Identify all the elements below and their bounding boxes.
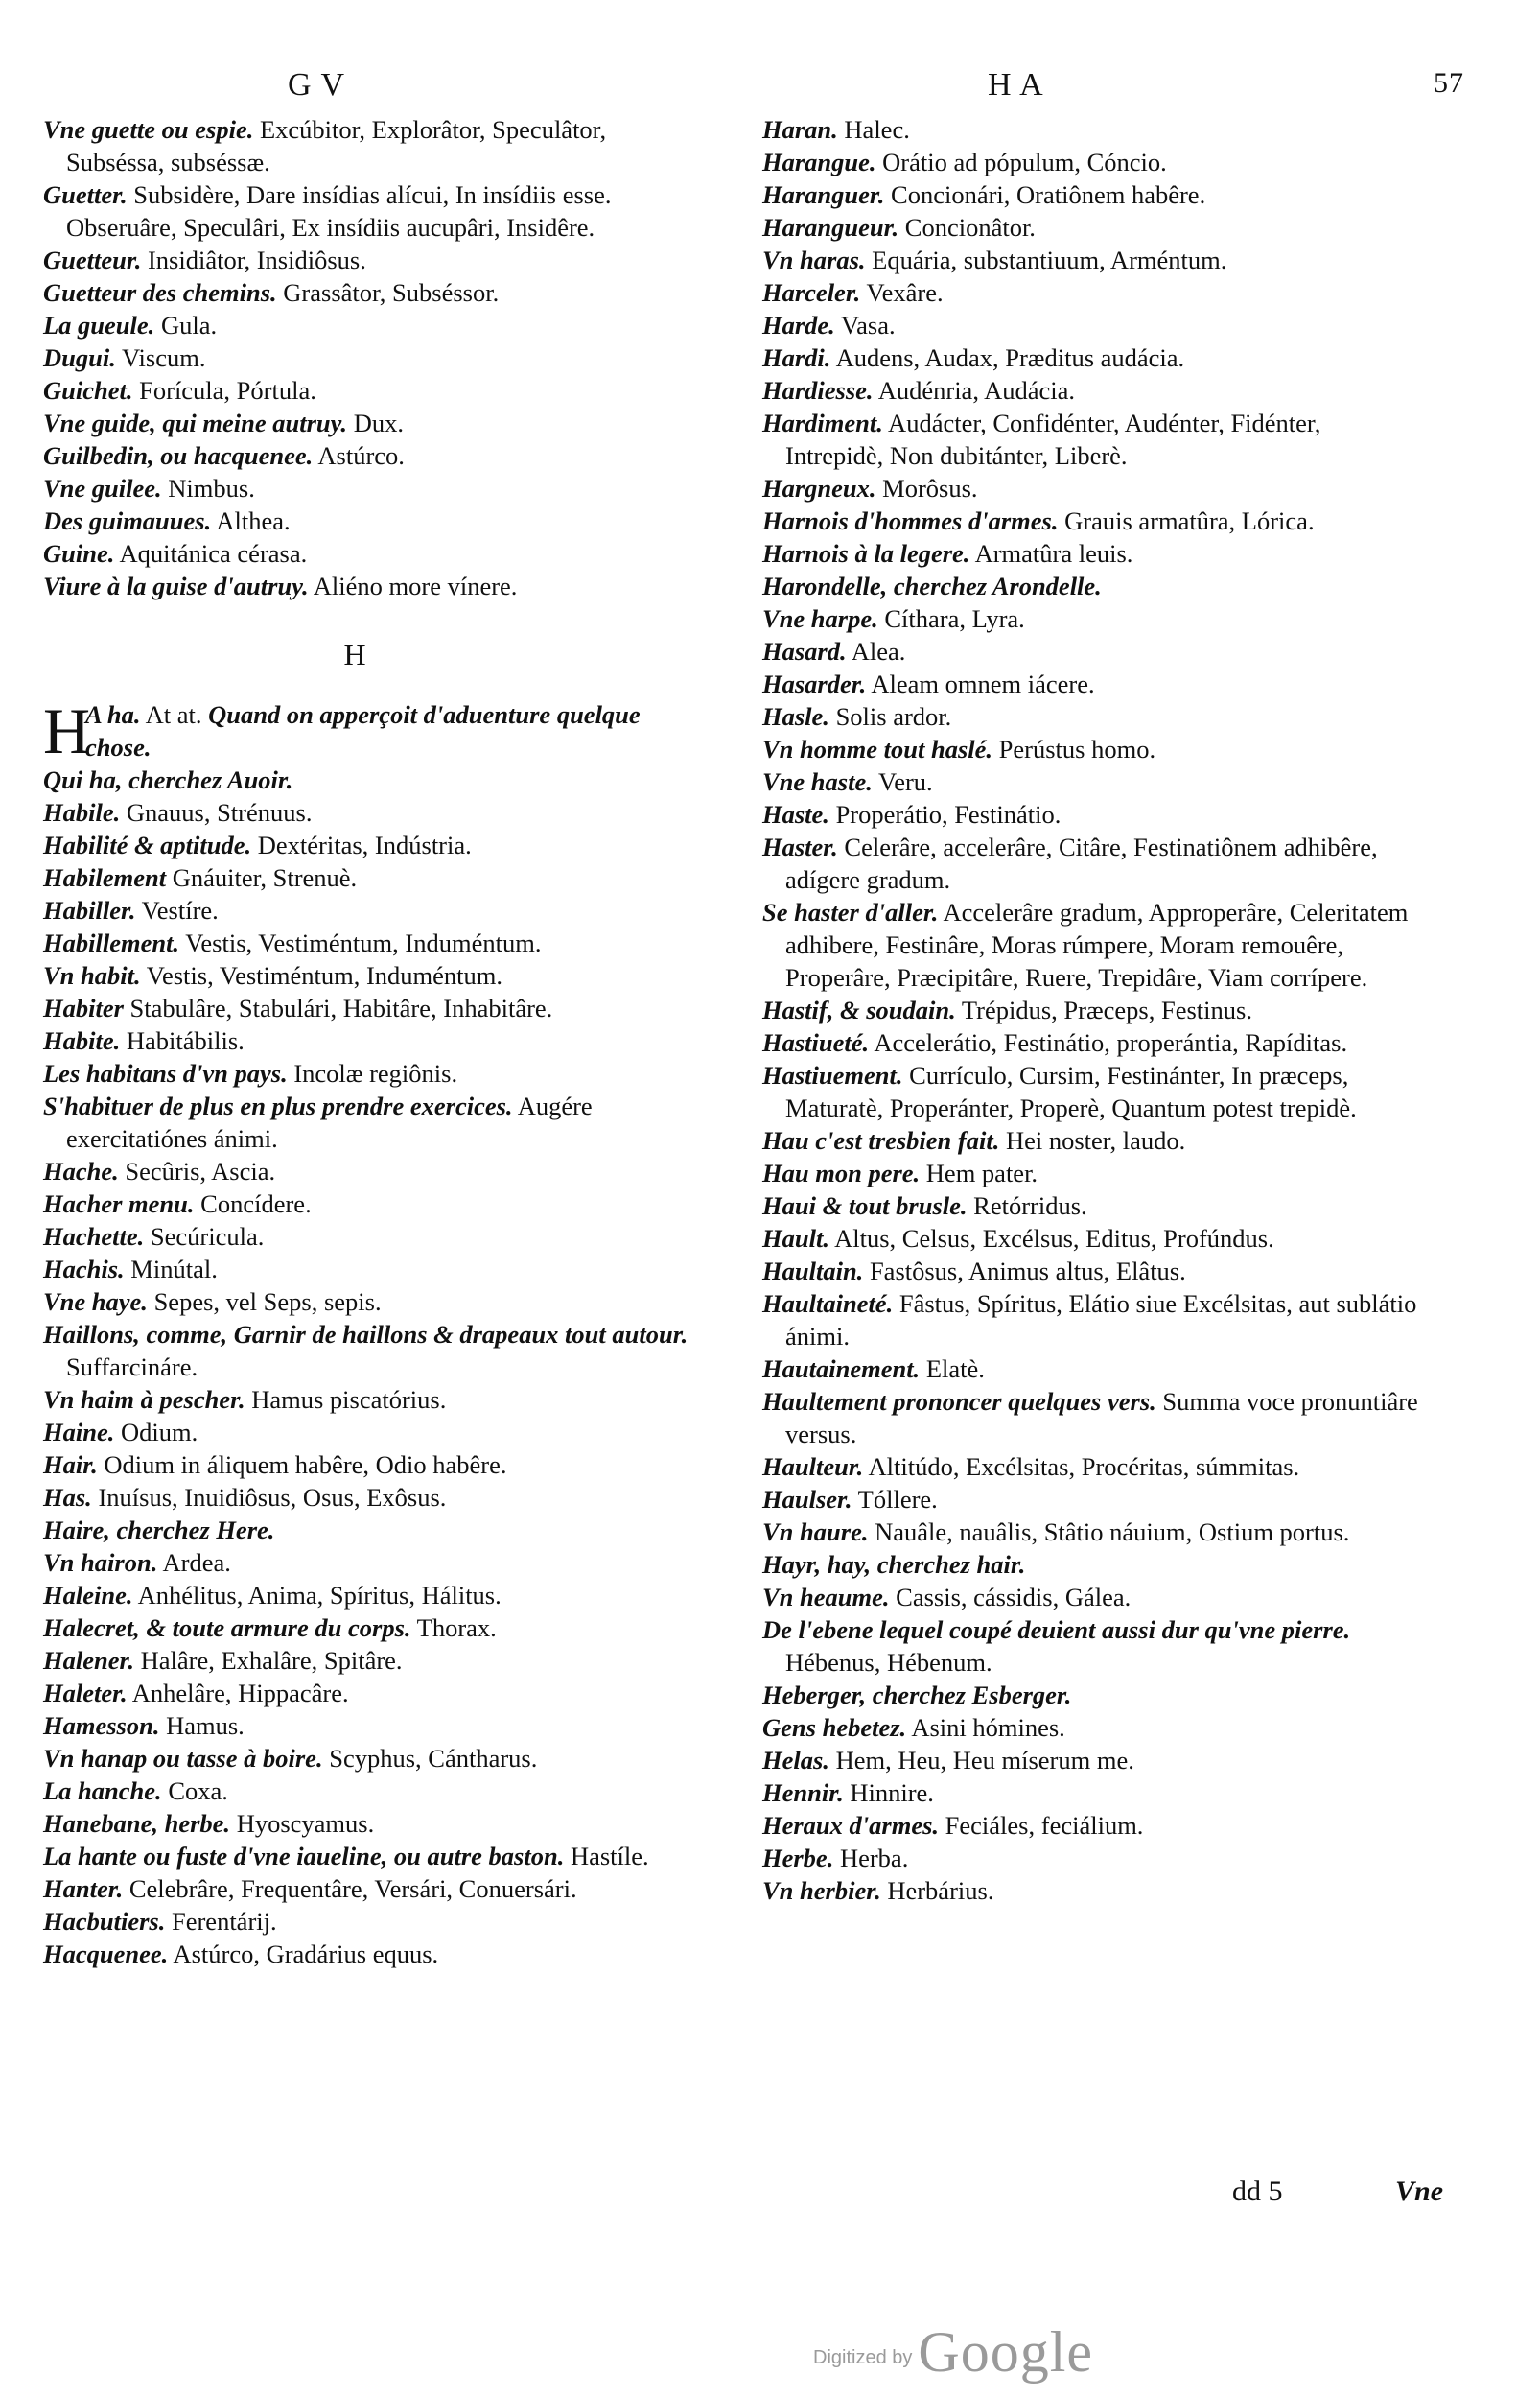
dictionary-entry bbox=[43, 505, 705, 537]
entry-definition: Solis ardor. bbox=[828, 702, 952, 731]
dictionary-entry bbox=[762, 472, 1424, 505]
entry-headword: Vne guette ou espie. bbox=[43, 115, 254, 144]
right-entries bbox=[762, 113, 1424, 1907]
dictionary-entry bbox=[43, 829, 705, 861]
left-running-head: G V bbox=[288, 67, 345, 103]
entry-definition: Cassis, cássidis, Gálea. bbox=[889, 1583, 1132, 1611]
entry-headword: Hachis. bbox=[43, 1255, 125, 1283]
dictionary-entry bbox=[762, 244, 1424, 276]
dictionary-entry bbox=[762, 798, 1424, 831]
watermark-small-text: Digitized by bbox=[813, 2347, 913, 2368]
entry-headword: Haulteur. bbox=[762, 1452, 864, 1481]
dictionary-entry bbox=[762, 765, 1424, 798]
entry-headword: Hasarder. bbox=[762, 670, 867, 698]
dictionary-entry bbox=[762, 994, 1424, 1026]
entry-headword: Helas. bbox=[762, 1746, 829, 1775]
dictionary-entry bbox=[762, 1450, 1424, 1483]
entry-definition: Anhélitus, Anima, Spíritus, Hálitus. bbox=[132, 1581, 502, 1610]
entry-definition: Elatè. bbox=[920, 1354, 985, 1383]
entry-definition: Sepes, vel Seps, sepis. bbox=[147, 1287, 382, 1316]
entry-definition: Dux. bbox=[347, 409, 404, 437]
dictionary-entry bbox=[43, 1905, 705, 1938]
dictionary-entry bbox=[43, 276, 705, 309]
entry-definition: Hyoscyamus. bbox=[230, 1809, 375, 1838]
dictionary-entry bbox=[43, 1644, 705, 1677]
entry-headword: Hardiesse. bbox=[762, 376, 874, 405]
entry-headword: Halener. bbox=[43, 1646, 134, 1675]
entry-headword: Guine. bbox=[43, 539, 115, 568]
dictionary-entry bbox=[43, 1024, 705, 1057]
entry-definition: Retórridus. bbox=[967, 1191, 1087, 1220]
dictionary-entry bbox=[762, 211, 1424, 244]
entry-definition: Altitúdo, Excélsitas, Procéritas, súmmitas. bbox=[863, 1452, 1300, 1481]
dictionary-entry bbox=[762, 113, 1424, 146]
dictionary-entry bbox=[43, 1448, 705, 1481]
entry-definition: Dextéritas, Indústria. bbox=[251, 831, 472, 859]
entry-definition: Althea. bbox=[211, 506, 291, 535]
entry-headword: Vn habit. bbox=[43, 961, 141, 990]
entry-headword: Hau c'est tresbien fait. bbox=[762, 1126, 1000, 1155]
dictionary-entry bbox=[762, 635, 1424, 668]
dictionary-entry bbox=[762, 1613, 1424, 1679]
entry-headword: Haine. bbox=[43, 1418, 115, 1446]
dictionary-entry bbox=[43, 1709, 705, 1742]
entry-definition: Thorax. bbox=[410, 1613, 497, 1642]
entry-headword: Haultaineté. bbox=[762, 1289, 894, 1318]
dictionary-entry bbox=[43, 1318, 705, 1383]
entry-definition: Viscum. bbox=[115, 343, 206, 372]
dictionary-entry bbox=[762, 1385, 1424, 1450]
entry-definition: Herbárius. bbox=[880, 1876, 994, 1905]
dictionary-entry bbox=[43, 472, 705, 505]
dictionary-entry bbox=[43, 1187, 705, 1220]
dictionary-entry bbox=[762, 1255, 1424, 1287]
dictionary-entry bbox=[43, 178, 705, 244]
dictionary-entry bbox=[43, 1742, 705, 1775]
section-letter-h: H bbox=[343, 637, 366, 671]
entry-headword: Haranguer. bbox=[762, 180, 885, 209]
dictionary-entry bbox=[43, 1481, 705, 1514]
entry-definition: Cíthara, Lyra. bbox=[877, 604, 1025, 633]
entry-definition: Vasa. bbox=[834, 311, 896, 340]
entry-headword: Guichet. bbox=[43, 376, 133, 405]
entry-headword: Hardiment. bbox=[762, 409, 883, 437]
dictionary-entry bbox=[43, 1057, 705, 1090]
entry-headword: Vn haras. bbox=[762, 246, 866, 274]
entry-definition: Astúrco. bbox=[313, 441, 405, 470]
entry-definition: Herba. bbox=[833, 1844, 909, 1872]
dictionary-entry bbox=[762, 896, 1424, 994]
dictionary-entry bbox=[43, 959, 705, 992]
entry-definition: Aquitánica cérasa. bbox=[114, 539, 308, 568]
entry-definition: Concionâtor. bbox=[898, 213, 1036, 242]
dictionary-entry bbox=[762, 668, 1424, 700]
entry-headword: Guilbedin, ou hacquenee. bbox=[43, 441, 314, 470]
dictionary-entry bbox=[762, 1516, 1424, 1548]
dictionary-entry bbox=[43, 796, 705, 829]
entry-definition: Halâre, Exhalâre, Spitâre. bbox=[133, 1646, 403, 1675]
entry-definition: Properátio, Festinátio. bbox=[828, 800, 1062, 829]
entry-headword: Quand on apperçoit d'aduenture quelque chose. bbox=[85, 700, 641, 762]
entry-headword: Qui ha, cherchez Auoir. bbox=[43, 765, 293, 794]
entry-definition: Grassâtor, Subséssor. bbox=[276, 278, 500, 307]
dictionary-entry bbox=[762, 374, 1424, 407]
entry-headword: Hacquenee. bbox=[43, 1940, 169, 1968]
entry-headword: Vn homme tout haslé. bbox=[762, 735, 993, 764]
entry-definition: Habitábilis. bbox=[120, 1026, 245, 1055]
dictionary-entry bbox=[762, 1352, 1424, 1385]
entry-headword: Hastiueté. bbox=[762, 1028, 870, 1057]
entry-definition: Secúricula. bbox=[144, 1222, 265, 1251]
dictionary-entry bbox=[762, 1711, 1424, 1744]
entry-definition: Accelerátio, Festinátio, properántia, Rapíditas. bbox=[869, 1028, 1348, 1057]
left-g-entries bbox=[43, 113, 705, 602]
entry-definition: Equária, substantiuum, Arméntum. bbox=[865, 246, 1227, 274]
entry-headword: Vne guide, qui meine autruy. bbox=[43, 409, 348, 437]
entry-definition: Incolæ regiônis. bbox=[287, 1059, 458, 1088]
entry-definition: Hamus. bbox=[159, 1711, 245, 1740]
entry-headword: Harondelle, cherchez Arondelle. bbox=[762, 572, 1102, 600]
entry-headword: Haste. bbox=[762, 800, 829, 829]
entry-definition: Aliéno more vínere. bbox=[308, 572, 518, 600]
entry-headword: Harnois d'hommes d'armes. bbox=[762, 506, 1059, 535]
entry-headword: Has. bbox=[43, 1483, 92, 1512]
dictionary-entry bbox=[762, 505, 1424, 537]
dictionary-entry bbox=[43, 1416, 705, 1448]
dictionary-entry bbox=[762, 1809, 1424, 1842]
entry-headword: Haleine. bbox=[43, 1581, 133, 1610]
entry-headword: Haulser. bbox=[762, 1485, 852, 1514]
dictionary-entry bbox=[762, 309, 1424, 341]
entry-definition: Nimbus. bbox=[161, 474, 255, 503]
entry-definition: Anhelâre, Hippacâre. bbox=[127, 1679, 349, 1707]
entry-definition: Odium in áliquem habêre, Odio habêre. bbox=[97, 1450, 507, 1479]
entry-headword: Hacher menu. bbox=[43, 1189, 195, 1218]
entry-headword: Vne harpe. bbox=[762, 604, 878, 633]
entry-headword: Vne haste. bbox=[762, 767, 873, 796]
dictionary-entry bbox=[43, 1807, 705, 1840]
dictionary-entry bbox=[43, 992, 705, 1024]
entry-definition: Vestíre. bbox=[135, 896, 219, 925]
entry-definition: Astúrco, Gradárius equus. bbox=[168, 1940, 439, 1968]
entry-definition: Vexâre. bbox=[860, 278, 944, 307]
entry-headword: Vn herbier. bbox=[762, 1876, 881, 1905]
dictionary-entry bbox=[43, 1285, 705, 1318]
entry-definition: Trépidus, Præceps, Festinus. bbox=[955, 996, 1252, 1024]
entry-headword: Haillons, comme, Garnir de haillons & drapeaux tout autour. bbox=[43, 1320, 688, 1349]
entry-definition: Morôsus. bbox=[875, 474, 978, 503]
entry-headword: Se haster d'aller. bbox=[762, 898, 939, 927]
entry-headword: Haultement prononcer quelques vers. bbox=[762, 1387, 1156, 1416]
entry-definition: Excúbitor, Explorâtor, Speculâtor, Subséssa, subséssæ. bbox=[66, 115, 607, 176]
entry-headword: Hargneux. bbox=[762, 474, 876, 503]
dictionary-entry bbox=[43, 1938, 705, 1970]
entry-definition: Currículo, Cursim, Festinánter, In præceps, Maturatè, Properánter, Properè, Quantum potest trepidè. bbox=[785, 1061, 1357, 1122]
entry-headword: Harnois à la legere. bbox=[762, 539, 970, 568]
entry-headword: Les habitans d'vn pays. bbox=[43, 1059, 288, 1088]
digitized-watermark bbox=[813, 2319, 1093, 2386]
entry-headword: Haleter. bbox=[43, 1679, 128, 1707]
entry-headword: Hair. bbox=[43, 1450, 98, 1479]
entry-headword: Hasard. bbox=[762, 637, 847, 666]
entry-headword: Haui & tout brusle. bbox=[762, 1191, 968, 1220]
dictionary-entry bbox=[43, 1220, 705, 1253]
dictionary-entry bbox=[43, 1546, 705, 1579]
entry-headword: Hache. bbox=[43, 1157, 119, 1186]
entry-definition: Secûris, Ascia. bbox=[118, 1157, 276, 1186]
entry-definition: Ardea. bbox=[157, 1548, 231, 1577]
dictionary-entry bbox=[762, 733, 1424, 765]
entry-headword: Habite. bbox=[43, 1026, 121, 1055]
entry-definition: Fastôsus, Animus altus, Elâtus. bbox=[863, 1257, 1186, 1285]
entry-definition: Veru. bbox=[872, 767, 933, 796]
entry-definition: Gnáuiter, Strenuè. bbox=[166, 863, 358, 892]
entry-definition: Hem pater. bbox=[920, 1159, 1038, 1187]
entry-definition: Hébenus, Hébenum. bbox=[785, 1648, 992, 1677]
entry-definition: Scyphus, Cántharus. bbox=[322, 1744, 538, 1773]
entry-definition: Altus, Celsus, Excélsus, Editus, Profúndus. bbox=[828, 1224, 1274, 1253]
entry-headword: Haire, cherchez Here. bbox=[43, 1516, 275, 1544]
entry-headword: Vn heaume. bbox=[762, 1583, 890, 1611]
dictionary-entry bbox=[762, 537, 1424, 570]
dictionary-entry bbox=[762, 1679, 1424, 1711]
entry-headword: Haultain. bbox=[762, 1257, 864, 1285]
entry-definition: Inuísus, Inuidiôsus, Osus, Exôsus. bbox=[91, 1483, 447, 1512]
dropcap-letter: H bbox=[43, 694, 91, 767]
dictionary-entry bbox=[762, 1744, 1424, 1776]
dictionary-entry bbox=[762, 1026, 1424, 1059]
catchword: Vne bbox=[1395, 2175, 1444, 2207]
entry-definition: Odium. bbox=[114, 1418, 198, 1446]
dictionary-entry bbox=[762, 1483, 1424, 1516]
dictionary-entry bbox=[43, 861, 705, 894]
entry-headword: Hayr, hay, cherchez hair. bbox=[762, 1550, 1026, 1579]
entry-headword: Guetteur des chemins. bbox=[43, 278, 277, 307]
entry-definition: Vestis, Vestiméntum, Induméntum. bbox=[179, 929, 542, 957]
entry-headword: Hautainement. bbox=[762, 1354, 921, 1383]
entry-headword: Halecret, & toute armure du corps. bbox=[43, 1613, 411, 1642]
entry-definition: Celerâre, accelerâre, Citâre, Festinatiônem adhibêre, adígere gradum. bbox=[785, 833, 1378, 894]
dictionary-entry bbox=[762, 570, 1424, 602]
entry-headword: Vn haim à pescher. bbox=[43, 1385, 245, 1414]
dictionary-entry bbox=[43, 1514, 705, 1546]
entry-headword: Viure à la guise d'autruy. bbox=[43, 572, 309, 600]
entry-headword: Haran. bbox=[762, 115, 838, 144]
entry-headword: Hanebane, herbe. bbox=[43, 1809, 231, 1838]
entry-definition: Forícula, Pórtula. bbox=[132, 376, 316, 405]
entry-definition: Alea. bbox=[846, 637, 906, 666]
entry-definition: Celebrâre, Frequentâre, Versári, Conuersári. bbox=[123, 1874, 577, 1903]
entry-definition: Perústus homo. bbox=[992, 735, 1156, 764]
dictionary-entry bbox=[762, 700, 1424, 733]
entry-definition: Concídere. bbox=[194, 1189, 312, 1218]
entry-definition: Summa voce pronuntiâre versus. bbox=[785, 1387, 1418, 1448]
entry-headword: Vn haure. bbox=[762, 1517, 869, 1546]
page-number: 57 bbox=[1434, 67, 1464, 99]
dictionary-entry bbox=[43, 1155, 705, 1187]
entry-headword: La gueule. bbox=[43, 311, 155, 340]
entry-definition: Gula. bbox=[154, 311, 218, 340]
dropcap-entry bbox=[43, 694, 705, 767]
entry-headword: Haster. bbox=[762, 833, 838, 861]
entry-definition: Accelerâre gradum, Approperâre, Celeritatem adhibere, Festinâre, Moras rúmpere, Moram remouêre, Properâre, Præcipitâre, Ruere, Trepidâre, Viam corrípere. bbox=[785, 898, 1409, 992]
entry-headword: Herbe. bbox=[762, 1844, 834, 1872]
left-h-entries bbox=[43, 764, 705, 1970]
dictionary-entry bbox=[43, 537, 705, 570]
entry-headword: Habilement bbox=[43, 863, 167, 892]
entry-definition: Minútal. bbox=[124, 1255, 218, 1283]
entry-headword: La hanche. bbox=[43, 1776, 162, 1805]
entry-definition: Subsidère, Dare insídias alícui, In insídiis esse. Obseruâre, Speculâri, Ex insídiis aucupâri, Insidêre. bbox=[66, 180, 612, 242]
entry-headword: Harde. bbox=[762, 311, 835, 340]
dictionary-entry bbox=[43, 570, 705, 602]
entry-definition: Coxa. bbox=[161, 1776, 228, 1805]
dictionary-entry bbox=[762, 1124, 1424, 1157]
right-running-head: H A bbox=[988, 67, 1044, 103]
entry-definition: Augére exercitatiónes ánimi. bbox=[66, 1092, 593, 1153]
entry-headword: Guetteur. bbox=[43, 246, 142, 274]
entry-headword: A ha. bbox=[85, 700, 141, 729]
entry-headword: Habiter bbox=[43, 994, 124, 1023]
dictionary-entry bbox=[762, 1222, 1424, 1255]
dictionary-entry bbox=[762, 1287, 1424, 1352]
right-column bbox=[762, 113, 1424, 1907]
entry-definition: Grauis armatûra, Lórica. bbox=[1058, 506, 1315, 535]
entry-headword: Hault. bbox=[762, 1224, 829, 1253]
entry-headword: De l'ebene lequel coupé deuient aussi dur qu'vne pierre. bbox=[762, 1615, 1351, 1644]
entry-definition: Insidiâtor, Insidiôsus. bbox=[141, 246, 366, 274]
entry-headword: Vne guilee. bbox=[43, 474, 162, 503]
google-logo: Google bbox=[918, 2320, 1094, 2384]
dictionary-entry bbox=[43, 894, 705, 927]
dictionary-entry bbox=[43, 1840, 705, 1872]
dictionary-entry bbox=[43, 1677, 705, 1709]
dictionary-entry bbox=[762, 602, 1424, 635]
entry-definition: Stabulâre, Stabulári, Habitâre, Inhabitâre. bbox=[123, 994, 553, 1023]
entry-headword: Habiller. bbox=[43, 896, 136, 925]
entry-headword: Harceler. bbox=[762, 278, 861, 307]
entry-definition: Orátio ad pópulum, Cóncio. bbox=[875, 148, 1167, 176]
dictionary-entry bbox=[43, 1253, 705, 1285]
entry-definition: Hei noster, laudo. bbox=[999, 1126, 1186, 1155]
signature-mark: dd 5 bbox=[1232, 2175, 1283, 2207]
entry-definition: Gnauus, Strénuus. bbox=[120, 798, 313, 827]
entry-headword: Guetter. bbox=[43, 180, 128, 209]
entry-headword: Hachette. bbox=[43, 1222, 145, 1251]
entry-headword: S'habituer de plus en plus prendre exercices. bbox=[43, 1092, 513, 1120]
dictionary-entry bbox=[43, 439, 705, 472]
entry-definition: Feciáles, feciálium. bbox=[939, 1811, 1144, 1840]
dictionary-entry bbox=[43, 764, 705, 796]
dictionary-entry bbox=[43, 1579, 705, 1611]
entry-definition: Vestis, Vestiméntum, Induméntum. bbox=[140, 961, 503, 990]
entry-definition: Audénria, Audácia. bbox=[873, 376, 1076, 405]
entry-headword: Hastif, & soudain. bbox=[762, 996, 956, 1024]
entry-headword: Habile. bbox=[43, 798, 121, 827]
dictionary-entry bbox=[43, 927, 705, 959]
dictionary-entry bbox=[43, 1611, 705, 1644]
dictionary-entry bbox=[762, 276, 1424, 309]
entry-headword: Des guimauues. bbox=[43, 506, 212, 535]
entry-definition: Audens, Audax, Præditus audácia. bbox=[830, 343, 1185, 372]
entry-headword: Hastiuement. bbox=[762, 1061, 903, 1090]
dictionary-entry bbox=[43, 309, 705, 341]
dictionary-entry bbox=[762, 1842, 1424, 1874]
entry-definition: At at. bbox=[140, 700, 209, 729]
entry-headword: Vn hairon. bbox=[43, 1548, 158, 1577]
entry-headword: Habillement. bbox=[43, 929, 180, 957]
entry-definition: Asini hómines. bbox=[906, 1713, 1065, 1742]
entry-definition: Hastíle. bbox=[564, 1842, 649, 1870]
dictionary-entry bbox=[762, 831, 1424, 896]
entry-definition: Armatûra leuis. bbox=[969, 539, 1133, 568]
entry-headword: Gens hebetez. bbox=[762, 1713, 907, 1742]
entry-definition: Tóllere. bbox=[852, 1485, 938, 1514]
entry-definition: Ferentárij. bbox=[165, 1907, 277, 1936]
dictionary-entry bbox=[43, 113, 705, 178]
entry-definition: Hinnire. bbox=[843, 1778, 934, 1807]
dictionary-entry bbox=[43, 1775, 705, 1807]
dictionary-entry bbox=[762, 1189, 1424, 1222]
entry-headword: La hante ou fuste d'vne iaueline, ou autre baston. bbox=[43, 1842, 565, 1870]
entry-definition: Concionári, Oratiônem habêre. bbox=[884, 180, 1206, 209]
entry-definition: Suffarcináre. bbox=[66, 1352, 198, 1381]
dictionary-entry bbox=[43, 341, 705, 374]
entry-headword: Habilité & aptitude. bbox=[43, 831, 252, 859]
entry-headword: Harangue. bbox=[762, 148, 876, 176]
dictionary-entry bbox=[43, 1383, 705, 1416]
entry-definition: Hem, Heu, Heu míserum me. bbox=[828, 1746, 1134, 1775]
entry-headword: Hamesson. bbox=[43, 1711, 160, 1740]
entry-headword: Hardi. bbox=[762, 343, 831, 372]
entry-definition: Audácter, Confidénter, Audénter, Fidénter, Intrepidè, Non dubitánter, Liberè. bbox=[785, 409, 1321, 470]
dictionary-entry bbox=[762, 1874, 1424, 1907]
dictionary-entry bbox=[762, 1157, 1424, 1189]
dictionary-entry bbox=[43, 1090, 705, 1155]
entry-definition: Fâstus, Spíritus, Elátio siue Excélsitas, aut sublátio ánimi. bbox=[785, 1289, 1417, 1351]
dictionary-entry bbox=[762, 146, 1424, 178]
entry-headword: Heberger, cherchez Esberger. bbox=[762, 1681, 1072, 1709]
entry-headword: Hacbutiers. bbox=[43, 1907, 166, 1936]
entry-headword: Hanter. bbox=[43, 1874, 124, 1903]
entry-headword: Dugui. bbox=[43, 343, 116, 372]
dictionary-entry bbox=[43, 1872, 705, 1905]
entry-headword: Hennir. bbox=[762, 1778, 844, 1807]
entry-headword: Vn hanap ou tasse à boire. bbox=[43, 1744, 323, 1773]
dictionary-entry bbox=[762, 407, 1424, 472]
dictionary-entry bbox=[43, 244, 705, 276]
entry-headword: Vne haye. bbox=[43, 1287, 148, 1316]
left-column bbox=[43, 113, 705, 1970]
entry-definition: Nauâle, nauâlis, Stâtio náuium, Ostium portus. bbox=[868, 1517, 1350, 1546]
dictionary-entry bbox=[43, 374, 705, 407]
entry-headword: Heraux d'armes. bbox=[762, 1811, 940, 1840]
entry-headword: Hau mon pere. bbox=[762, 1159, 921, 1187]
entry-headword: Hasle. bbox=[762, 702, 829, 731]
dictionary-entry bbox=[762, 1776, 1424, 1809]
dictionary-entry bbox=[762, 1548, 1424, 1581]
entry-definition: Hamus piscatórius. bbox=[245, 1385, 447, 1414]
entry-definition: Aleam omnem iácere. bbox=[866, 670, 1095, 698]
dictionary-entry bbox=[43, 407, 705, 439]
dictionary-entry bbox=[762, 341, 1424, 374]
dictionary-entry bbox=[762, 1059, 1424, 1124]
dictionary-entry bbox=[762, 1581, 1424, 1613]
entry-definition: Halec. bbox=[837, 115, 910, 144]
dictionary-entry bbox=[762, 178, 1424, 211]
entry-headword: Harangueur. bbox=[762, 213, 899, 242]
